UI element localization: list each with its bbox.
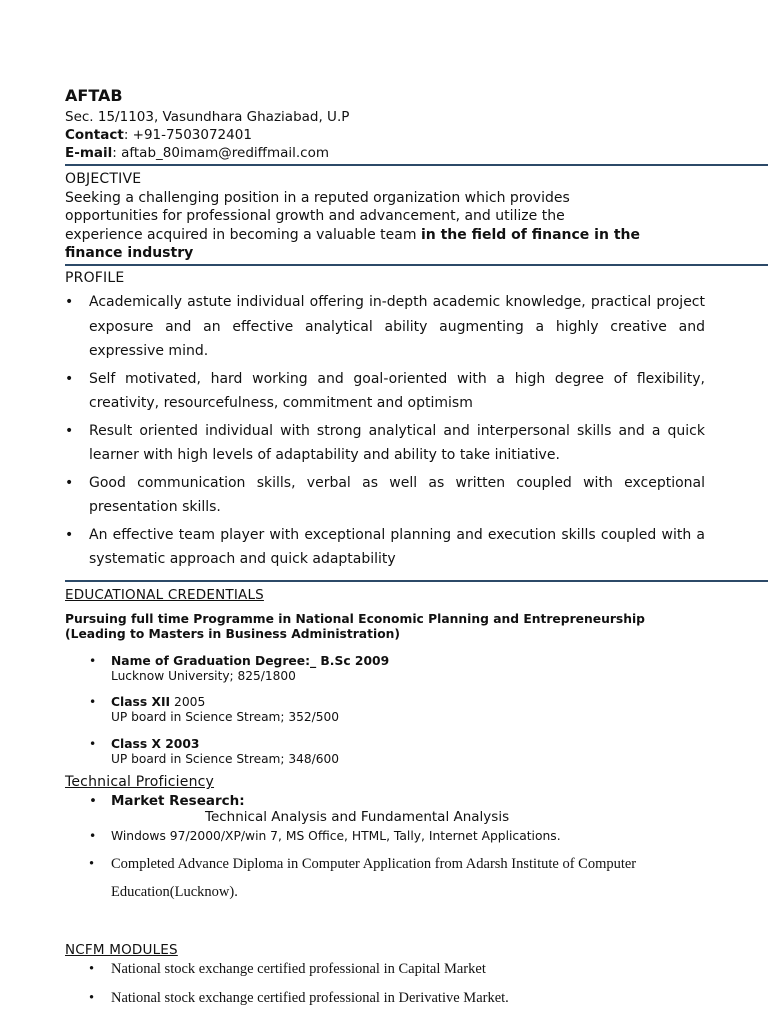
candidate-name: AFTAB [65, 86, 123, 105]
objective-line-2: opportunities for professional growth and advancement, and utilize the [65, 208, 565, 225]
bullet-icon: • [89, 737, 97, 751]
education-intro-line-1: Pursuing full time Programme in National Economic Planning and Entrepreneurship [65, 612, 645, 626]
address: Sec. 15/1103, Vasundhara Ghaziabad, U.P [65, 109, 350, 125]
education-item-title: Class X 2003 [111, 737, 200, 751]
software-skills: Windows 97/2000/XP/win 7, MS Office, HTML, Tally, Internet Applications. [111, 829, 561, 843]
profile-item: • Academically astute individual offering in-depth academic knowledge, practical project exposure and an effective analytical ability augmenting a highly creative and expressive mind. [65, 290, 705, 364]
profile-item: • An effective team player with exceptional planning and execution skills coupled with a systematic approach and quick adaptability [65, 523, 705, 572]
objective-line-3: experience acquired in becoming a valuable team in the field of finance in the [65, 226, 640, 243]
education-item-detail: Lucknow University; 825/1800 [111, 669, 296, 683]
bullet-icon: • [89, 856, 95, 872]
profile-item: • Result oriented individual with strong analytical and interpersonal skills and a quick learner with high levels of adaptability and ability to take initiative. [65, 419, 705, 468]
objective-line-4: finance industry [65, 244, 194, 261]
bullet-icon: • [89, 793, 97, 809]
profile-item: • Self motivated, hard working and goal-oriented with a high degree of flexibility, creativity, resourcefulness, commitment and optimism [65, 367, 705, 416]
profile-list [65, 290, 705, 575]
ncfm-item-text: National stock exchange certified professional in Capital Market [111, 961, 486, 977]
education-item-title: Class XII [111, 695, 171, 709]
profile-heading: PROFILE [65, 270, 125, 286]
email-value: : aftab_80imam@rediffmail.com [112, 145, 330, 161]
ncfm-item-text: National stock exchange certified professional in Derivative Market. [111, 990, 509, 1006]
technical-heading: Technical Proficiency [65, 774, 215, 790]
ncfm-heading: NCFM MODULES [65, 942, 178, 958]
contact-line [65, 126, 252, 144]
education-heading: EDUCATIONAL CREDENTIALS [65, 587, 264, 603]
education-intro-line-2: (Leading to Masters in Business Administration) [65, 627, 401, 641]
section-divider [65, 580, 768, 582]
email-label: E-mail [65, 145, 113, 161]
objective-text [65, 189, 705, 262]
education-item-detail: UP board in Science Stream; 352/500 [111, 710, 340, 724]
contact-label: Contact [65, 127, 124, 143]
bullet-icon: • [89, 990, 95, 1006]
bullet-icon: • [89, 654, 97, 668]
section-divider [65, 264, 768, 266]
bullet-icon: • [89, 961, 95, 977]
section-divider [65, 164, 768, 166]
objective-heading: OBJECTIVE [65, 171, 142, 187]
education-item-title: Name of Graduation Degree:_ B.Sc 2009 [111, 654, 390, 668]
education-intro [65, 612, 745, 642]
bullet-icon: • [89, 829, 97, 843]
bullet-icon: • [89, 695, 97, 709]
market-research-detail: Technical Analysis and Fundamental Analysis [205, 809, 510, 825]
diploma-line-1: Completed Advance Diploma in Computer Application from Adarsh Institute of Computer [111, 856, 637, 872]
diploma-line-2: Education(Lucknow). [111, 884, 238, 900]
objective-line-1: Seeking a challenging position in a reputed organization which provides [65, 190, 570, 206]
profile-item: • Good communication skills, verbal as well as written coupled with exceptional presentation skills. [65, 471, 705, 520]
education-item-detail: UP board in Science Stream; 348/600 [111, 752, 340, 766]
email-line [65, 144, 329, 162]
contact-value: : +91-7503072401 [123, 127, 252, 143]
market-research-label: Market Research: [111, 793, 245, 809]
